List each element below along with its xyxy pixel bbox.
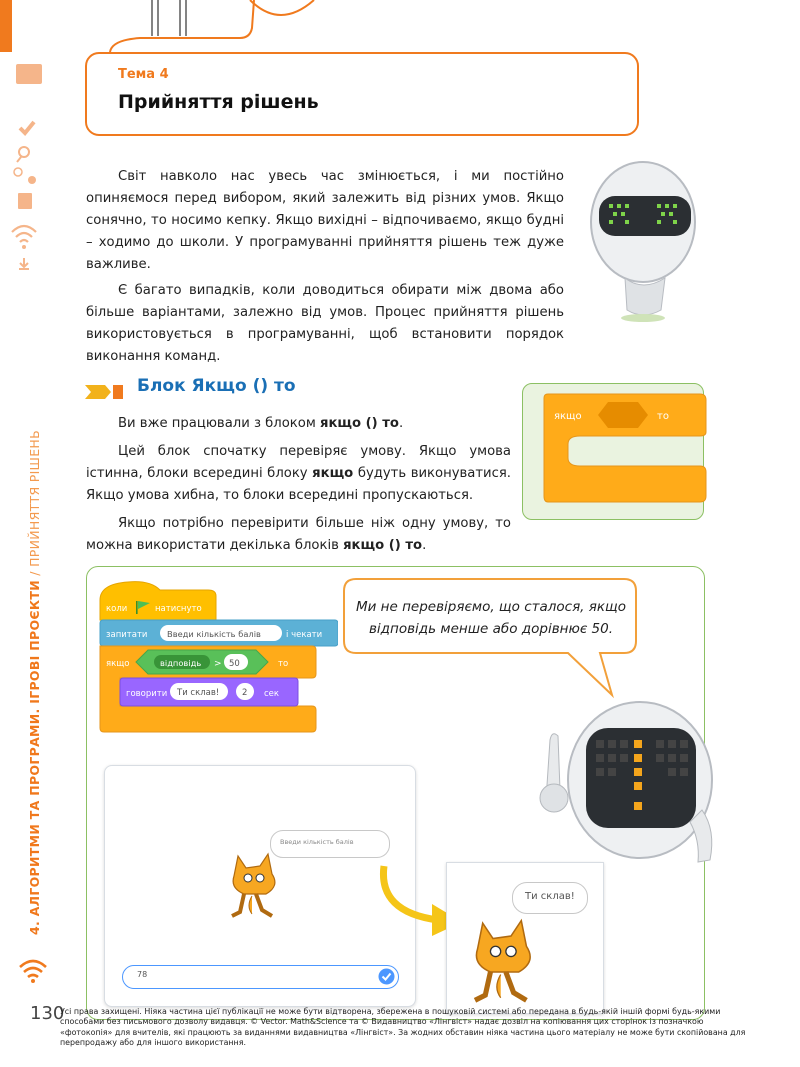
check-submit-icon[interactable] [378,968,395,985]
chapter-title: 4. АЛГОРИТМИ ТА ПРОГРАМИ. ІГРОВІ ПРОЄКТИ [27,579,42,935]
wait-label: і чекати [286,630,323,640]
copyright-notice: Усі права захищені. Ніяка частина цієї публікації не може бути відтворена, збережена в пошуковій системі або передана в будь-якій іншій формі будь-якими способами без письмового дозволу видавця. © Vector. Math&Science та © Видавництво «Лінгвіст» надає дозвіл на копіювання цих сторінок із позначкою «фотокопія» для вчителів, які працюють за виданнями видавництва «Лінгвіст». За жодних обставин ніяка частина цього матеріалу не може бути скопійована для перепродажу або для іншого використання. [60,1007,746,1048]
folder-icon [16,64,42,84]
section-paragraph-1: Ви вже працювали з блоком якщо () то. [118,416,404,431]
side-color-tab [0,0,12,52]
section-arrow-icon [85,385,123,399]
robot-pointing-illustration [520,690,730,870]
section-paragraph-3: Якщо потрібно перевірити більше ніж одну умову, то можна використати декілька блоків якщо () то. [86,516,511,553]
say-label: говорити [126,689,168,699]
topic-label: Тема 4 [118,67,169,82]
answer-reporter: відповідь [160,658,202,668]
when-label: коли [106,604,128,614]
ask-label: запитати [106,630,148,640]
answer-input-value: 78 [137,970,148,979]
topic-breadcrumb: / ПРИЙНЯТТЯ РІШЕНЬ [27,430,42,580]
then-label: то [278,659,289,669]
scratch-cat-sprite [222,852,284,922]
section-title: Блок Якщо () то [137,376,296,396]
if-keyword: якщо [554,411,582,422]
gear-icon [28,176,36,184]
operator: > [214,659,222,669]
refresh-icon [14,168,22,176]
secs-value: 2 [242,688,248,698]
wifi-icon [12,226,36,249]
page-number: 130 [30,1003,65,1024]
check-icon [20,122,34,133]
wifi-icon [18,957,48,983]
secs-label: сек [264,689,280,699]
intro-paragraph-2: Є багато випадків, коли доводиться обирати між двома або більше варіантами, залежно від умов. Процес прийняття рішень використовується в програмуванні, щоб встановити порядок виконання команд. [86,283,564,364]
answer-input[interactable] [122,965,399,989]
header-decoration [100,0,330,52]
robot-speech-text: Ми не перевіряємо, що сталося, якщо відповідь менше або дорівнює 50. [355,599,627,637]
magnifier-icon [17,147,29,162]
stage2-speech-bubble [512,882,588,914]
section-paragraph-2: Цей блок спочатку перевіряє умову. Якщо умова істинна, блоки всередині блоку якщо будуть виконуватися. Якщо умова хибна, то блоки всередині пропускаються. [86,444,511,503]
ask-text: Введи кількість балів [167,629,261,639]
robot-head-illustration [585,160,710,325]
download-icon [19,258,29,269]
side-icon-strip [10,60,50,290]
compare-value: 50 [229,659,240,669]
clicked-label: натиснуто [155,604,202,614]
page-title: Прийняття рішень [118,91,319,113]
document-icon [18,193,32,209]
if-then-block [540,392,710,507]
scratch-cat-sprite [462,918,542,1008]
stage2-speech-text: Ти склав! [525,891,575,902]
scratch-script [98,578,338,750]
say-text: Ти склав! [177,688,220,698]
stage1-speech-bubble [270,830,390,858]
stage1-speech-text: Введи кількість балів [280,838,354,846]
chapter-vertical-label [20,295,50,935]
if-label: якщо [106,659,130,669]
then-keyword: то [657,411,669,422]
intro-paragraph-1: Світ навколо нас увесь час змінюється, і ми постійно опиняємося перед вибором, який залежить від різних умов. Якщо сонячно, то носимо кепку. Якщо вихідні – відпочиваємо, якщо будні – ходимо до школи. У програмуванні прийняття рішень теж дуже важливе. [86,169,564,272]
